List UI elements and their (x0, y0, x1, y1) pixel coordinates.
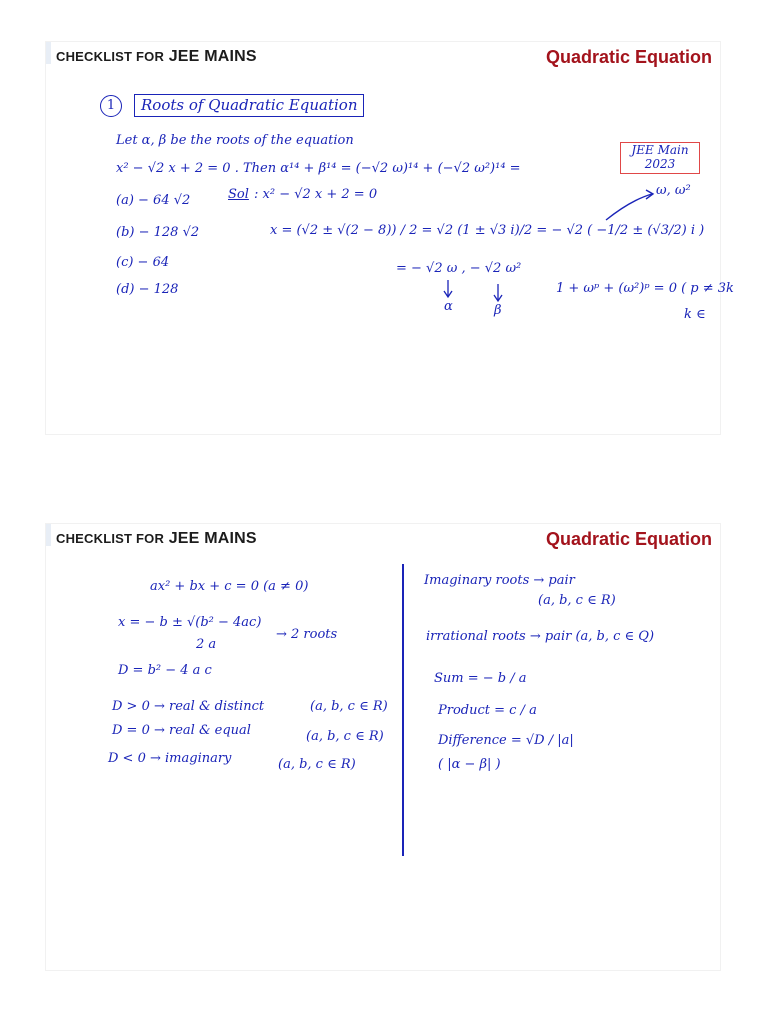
solution-label: Sol (228, 187, 249, 202)
product-of-roots: Product = c / a (438, 703, 537, 718)
tag-year: 2023 (644, 157, 676, 171)
difference-of-roots: Difference = √D / |a| (438, 733, 574, 748)
header-checklist (56, 530, 257, 548)
sum-of-roots: Sum = − b / a (434, 671, 527, 686)
quadratic-formula-denominator: 2 a (196, 637, 217, 652)
condition-real-2: (a, b, c ∈ R) (306, 729, 384, 744)
section-title-box (134, 94, 364, 117)
tag-exam: JEE Main (631, 143, 689, 157)
condition-real-1: (a, b, c ∈ R) (310, 699, 388, 714)
two-roots-note: → 2 roots (276, 627, 338, 642)
quadratic-equation: ax² + bx + c = 0 (a ≠ 0) (150, 579, 309, 594)
alpha-label: α (444, 299, 453, 314)
imaginary-roots-condition: (a, b, c ∈ R) (538, 593, 616, 608)
header-accent-bar (46, 524, 51, 546)
solution-line-1: : x² − √2 x + 2 = 0 (254, 187, 378, 202)
header-topic: Quadratic Equation (545, 47, 712, 67)
slide-quadratic-formulas (46, 524, 720, 970)
header-checklist (56, 48, 257, 66)
discriminant: D = b² − 4 a c (118, 663, 212, 678)
omega-identity-cont: k ∈ (684, 307, 706, 322)
solution-line-3: = − √2 ω , − √2 ω² (396, 261, 522, 276)
omega-note: ω, ω² (656, 183, 691, 198)
discriminant-zero: D = 0 → real & equal (112, 723, 251, 738)
option-b: (b) − 128 √2 (116, 225, 200, 240)
option-a: (a) − 64 √2 (116, 193, 191, 208)
condition-real-3: (a, b, c ∈ R) (278, 757, 356, 772)
question-line-2: x² − √2 x + 2 = 0 . Then α¹⁴ + β¹⁴ = (−√2 ω)¹⁴ + (−√2 ω²)¹⁴ = (116, 161, 521, 176)
discriminant-negative: D < 0 → imaginary (108, 751, 232, 766)
checklist-prefix: CHECKLIST FOR (56, 531, 165, 546)
header-topic: Quadratic Equation (545, 529, 712, 549)
side-dots-marker (44, 244, 48, 254)
solution-line-2: x = (√2 ± √(2 − 8)) / 2 = √2 (1 ± √3 i)/2 = − √2 ( −1/2 ± (√3/2) i ) (270, 223, 705, 238)
imaginary-roots-pair: Imaginary roots → pair (424, 573, 575, 588)
column-divider (402, 564, 404, 856)
beta-label: β (494, 303, 502, 318)
difference-note: ( |α − β| ) (438, 757, 501, 772)
option-d: (d) − 128 (116, 282, 179, 297)
slide-roots-of-quadratic (46, 42, 734, 434)
checklist-prefix: CHECKLIST FOR (56, 49, 165, 64)
exam-year-tag (620, 142, 700, 174)
section-title: Roots of Quadratic Equation (141, 96, 358, 114)
exam-name: JEE MAINS (168, 48, 257, 65)
irrational-roots-pair: irrational roots → pair (a, b, c ∈ Q) (426, 629, 655, 644)
question-number: 1 (100, 95, 122, 117)
discriminant-positive: D > 0 → real & distinct (112, 699, 265, 714)
omega-identity: 1 + ωᵖ + (ω²)ᵖ = 0 ( p ≠ 3k (556, 281, 734, 296)
option-c: (c) − 64 (116, 255, 170, 270)
quadratic-formula: x = − b ± √(b² − 4ac) (118, 615, 262, 630)
exam-name: JEE MAINS (168, 530, 257, 547)
header-accent-bar (46, 42, 51, 64)
question-line-1: Let α, β be the roots of the equation (116, 133, 354, 148)
